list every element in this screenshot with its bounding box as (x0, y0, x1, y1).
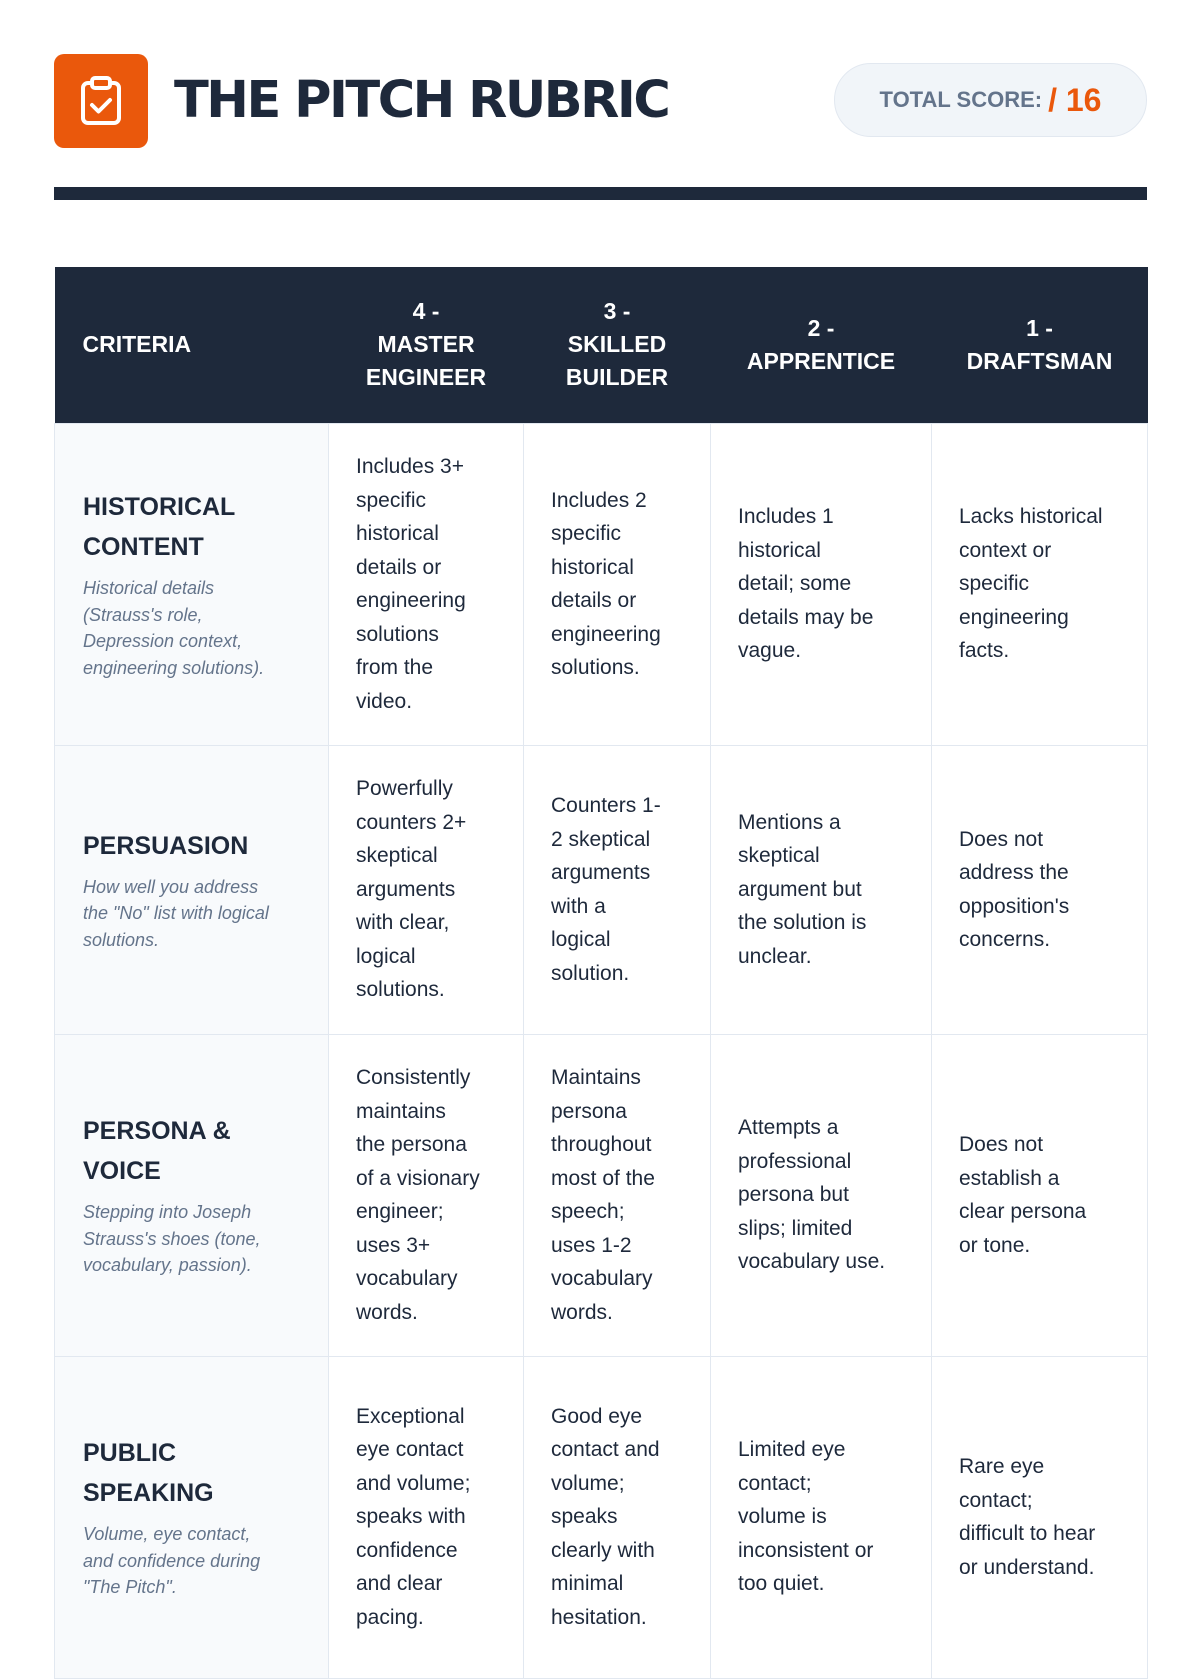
rubric-cell-level-3: Good eye contact and volume; speaks clearly with minimal hesitation. (524, 1356, 711, 1678)
criteria-name: PUBLIC SPEAKING (83, 1439, 214, 1508)
rubric-cell-level-2: Limited eye contact; volume is inconsistent or too quiet. (711, 1356, 932, 1678)
table-row (55, 423, 1148, 745)
rubric-cell-level-1: Lacks historical context or specific engineering facts. (932, 423, 1148, 745)
criteria-name: PERSUASION (83, 831, 249, 860)
criteria-description: Volume, eye contact, and confidence during "The Pitch". (83, 1524, 261, 1598)
rubric-cell-level-2: Attempts a professional persona but slips; limited vocabulary use. (711, 1034, 932, 1356)
total-score-badge (834, 63, 1147, 137)
total-score-label: TOTAL SCORE: (879, 87, 1043, 112)
header-divider (54, 187, 1147, 200)
criteria-description: Historical details (Strauss's role, Depression context, engineering solutions). (83, 578, 265, 678)
column-header-apprentice: 2 - APPRENTICE (711, 267, 932, 423)
rubric-cell-level-2: Mentions a skeptical argument but the solution is unclear. (711, 745, 932, 1034)
table-header-row (55, 267, 1148, 423)
rubric-cell-level-4: Exceptional eye contact and volume; speaks with confidence and clear pacing. (329, 1356, 524, 1678)
clipboard-check-icon (79, 76, 123, 126)
criteria-name: HISTORICAL CONTENT (83, 493, 236, 561)
criteria-cell-historical-content (55, 423, 329, 745)
column-header-criteria: CRITERIA (55, 267, 329, 423)
column-header-master-engineer: 4 - MASTER ENGINEER (329, 267, 524, 423)
criteria-name: PERSONA & VOICE (83, 1117, 231, 1186)
header (54, 54, 1147, 148)
criteria-cell-public-speaking (55, 1356, 329, 1678)
rubric-cell-level-1: Does not address the opposition's concerns. (932, 745, 1148, 1034)
rubric-cell-level-1: Rare eye contact; difficult to hear or understand. (932, 1356, 1148, 1678)
rubric-cell-level-3: Maintains persona throughout most of the speech; uses 1-2 vocabulary words. (524, 1034, 711, 1356)
rubric-cell-level-4: Consistently maintains the persona of a visionary engineer; uses 3+ vocabulary words. (329, 1034, 524, 1356)
rubric-cell-level-2: Includes 1 historical detail; some details may be vague. (711, 423, 932, 745)
rubric-table (54, 267, 1148, 1679)
logo-badge (54, 54, 148, 148)
rubric-cell-level-3: Includes 2 specific historical details or engineering solutions. (524, 423, 711, 745)
table-row (55, 745, 1148, 1034)
column-header-draftsman: 1 - DRAFTSMAN (932, 267, 1148, 423)
column-header-skilled-builder: 3 - SKILLED BUILDER (524, 267, 711, 423)
table-row (55, 1034, 1148, 1356)
table-row (55, 1356, 1148, 1678)
rubric-cell-level-1: Does not establish a clear persona or tone. (932, 1034, 1148, 1356)
rubric-cell-level-4: Powerfully counters 2+ skeptical arguments with clear, logical solutions. (329, 745, 524, 1034)
rubric-cell-level-4: Includes 3+ specific historical details or engineering solutions from the video. (329, 423, 524, 745)
criteria-cell-persona-voice (55, 1034, 329, 1356)
rubric-cell-level-3: Counters 1- 2 skeptical arguments with a logical solution. (524, 745, 711, 1034)
total-score-value: / 16 (1048, 81, 1102, 118)
criteria-description: How well you address the "No" list with logical solutions. (83, 876, 269, 950)
page-title: THE PITCH RUBRIC (174, 71, 669, 130)
criteria-description: Stepping into Joseph Strauss's shoes (tone, vocabulary, passion). (83, 1202, 261, 1276)
criteria-cell-persuasion (55, 745, 329, 1034)
